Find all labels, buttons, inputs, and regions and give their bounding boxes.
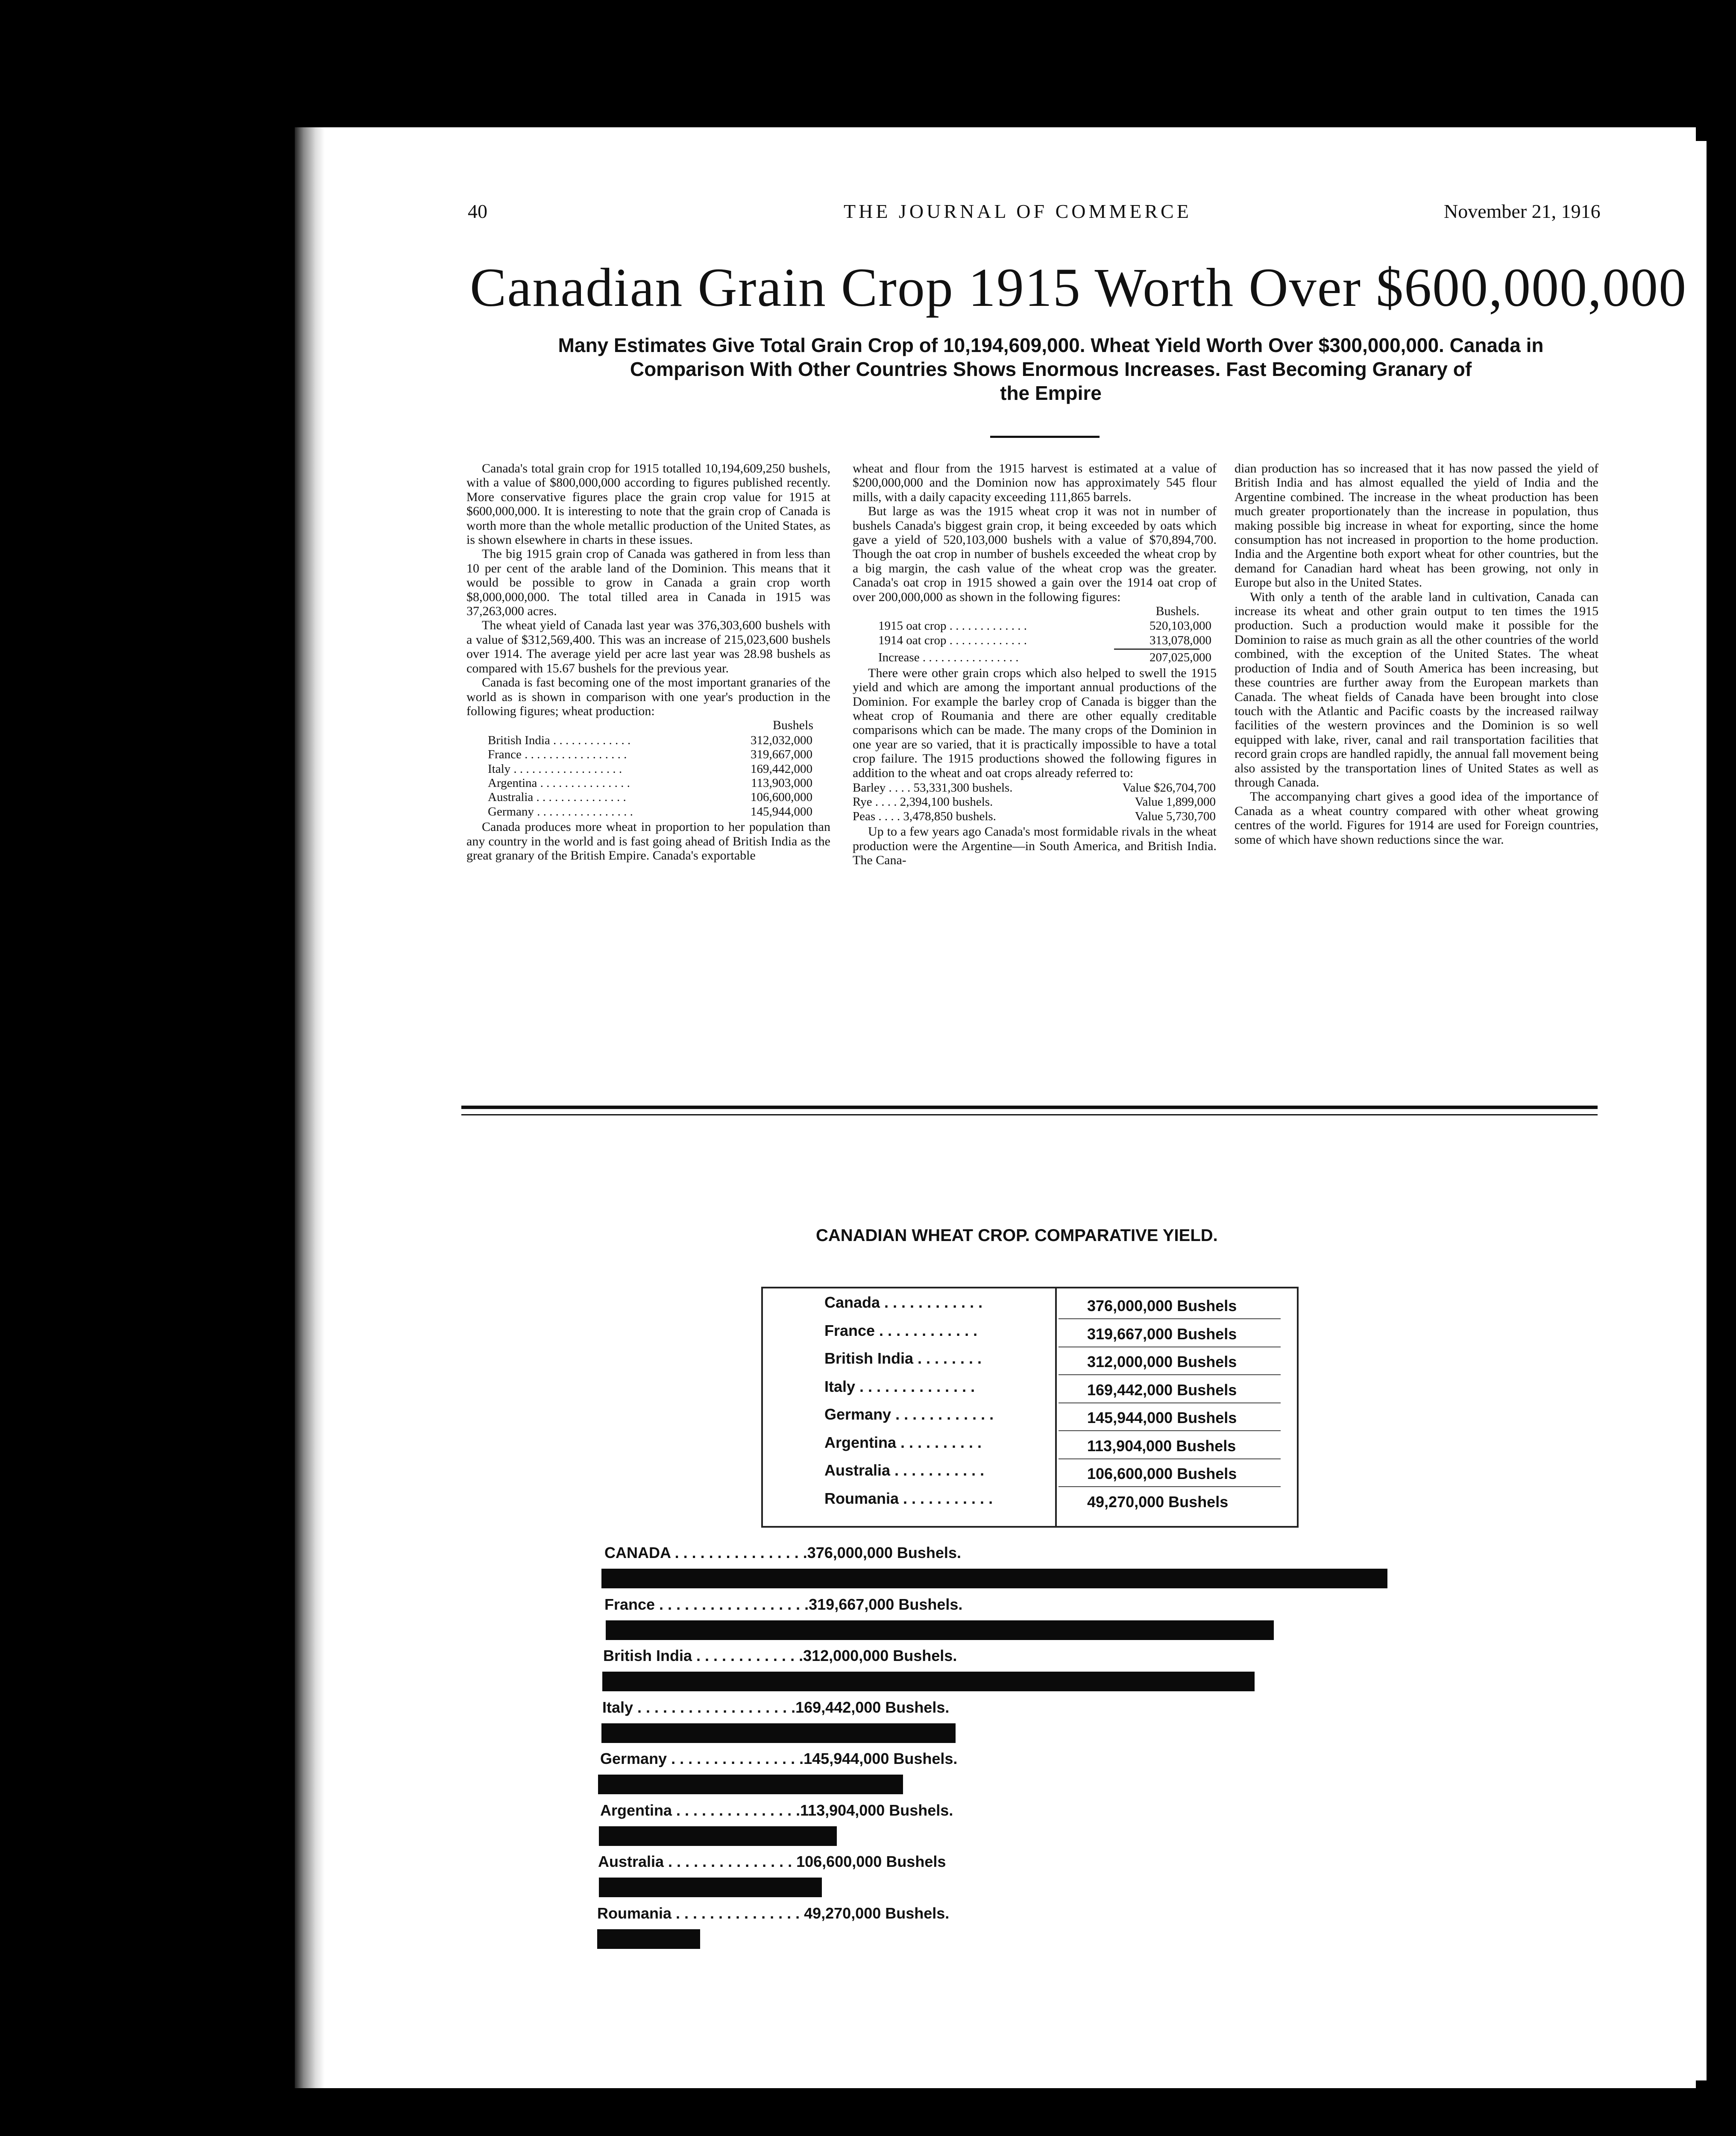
yield-table-value: 319,667,000 Bushels — [1087, 1325, 1237, 1343]
bar-label-british-india: British India . . . . . . . . . . . . .312,000,000 Bushels. — [603, 1647, 957, 1664]
paragraph: wheat and flour from the 1915 harvest is estimated at a value of $200,000,000 and the Dominion now has approximately 545 flour mills, with a daily capacity exceeding 111,865 barrels. — [853, 461, 1217, 504]
table-row: 1914 oat crop . . . . . . . . . . . . . 313,078,000 — [878, 633, 1211, 647]
yield-table-value: 376,000,000 Bushels — [1087, 1297, 1237, 1314]
bar-germany — [598, 1775, 903, 1794]
yield-table-value: 106,600,000 Bushels — [1087, 1465, 1237, 1482]
table-row: Barley . . . . 53,331,300 bushels. Value $26,704,700 — [853, 780, 1216, 795]
paragraph: There were other grain crops which also helped to swell the 1915 yield and which are among the important annual productions of the Dominion. For example the barley crop of Canada is bigger than the wheat crop of Roumania and there are other equally creditable comparisons which can be made. The many crops of the Dominion in one year are so varied, that it is practically impossible to have a total crop failure. The 1915 productions showed the following figures in addition to the wheat and oat crops already referred to: — [853, 666, 1217, 780]
yield-table-rule — [1059, 1430, 1281, 1431]
bar-label-roumania: Roumania . . . . . . . . . . . . . . . 49,270,000 Bushels. — [597, 1904, 950, 1922]
table-row: Germany . . . . . . . . . . . . . . . . 145,944,000 — [488, 804, 812, 819]
section-divider — [461, 1106, 1598, 1115]
table-row: 1915 oat crop . . . . . . . . . . . . . 520,103,000 — [878, 619, 1211, 633]
yield-table-country: Argentina . . . . . . . . . . — [824, 1433, 982, 1451]
issue-date: November 21, 1916 — [1444, 200, 1601, 222]
subtitle-line-2: Comparison With Other Countries Shows Enormous Increases. Fast Becoming Granary of — [630, 358, 1472, 380]
yield-table-country: Canada . . . . . . . . . . . . — [824, 1294, 983, 1311]
journal-name: THE JOURNAL OF COMMERCE — [844, 200, 1192, 222]
subtitle-line-3: the Empire — [1000, 382, 1102, 404]
yield-table-country: Australia . . . . . . . . . . . — [824, 1461, 985, 1479]
yield-table-rule — [1059, 1458, 1281, 1459]
yield-table-rule — [1059, 1318, 1281, 1319]
paragraph: With only a tenth of the arable land in cultivation, Canada can increase its wheat and other grain output to ten times the 1915 production. Such a production would make it possible for the Dominion to raise as much grain as all the other countries of the world combined, with the exception of the United States. The wheat production of India and of South America has been increasing, but these countries are further away from the European markets than Canada. The wheat fields of Canada have been brought into close touch with the Atlantic and Pacific coasts by the increased railway facilities of the western provinces and the Dominion is so well equipped with lake, river, canal and rail transportation facilities that record grain crops are handled rapidly, the annual fall movement being also assisted by the transportation lines of United States as well as through Canada. — [1235, 590, 1598, 789]
bar-label-france: France . . . . . . . . . . . . . . . . . .319,667,000 Bushels. — [604, 1595, 963, 1613]
paragraph: The big 1915 grain crop of Canada was gathered in from less than 10 per cent of the arable land of the Dominion. This means that it would be possible to grow in Canada a grain crop worth $8,000,000,000. The total tilled area in Canada in 1915 was 37,263,000 acres. — [466, 547, 830, 619]
paragraph: Canada produces more wheat in proportion to her population than any country in the world and is fast going ahead of British India as the great granary of the British Empire. Canada's exportable — [466, 820, 830, 863]
bar-italy — [601, 1723, 956, 1743]
bar-roumania — [597, 1929, 700, 1949]
table-row: France . . . . . . . . . . . . . . . . . 319,667,000 — [488, 748, 812, 762]
bar-label-canada: CANADA . . . . . . . . . . . . . . . .376,000,000 Bushels. — [604, 1544, 961, 1561]
bar-british-india — [602, 1672, 1255, 1691]
yield-table-country: France . . . . . . . . . . . . — [824, 1321, 978, 1339]
paragraph: The accompanying chart gives a good idea of the importance of Canada as a wheat country compared with other wheat growing centres of the world. Figures for 1914 are used for Foreign countries, some of which have shown reductions since the war. — [1235, 789, 1598, 847]
bar-france — [606, 1620, 1274, 1640]
article-column-1 — [466, 461, 830, 863]
yield-table-divider — [1055, 1287, 1057, 1526]
subtitle-line-1: Many Estimates Give Total Grain Crop of 10,194,609,000. Wheat Yield Worth Over $300,000,000. Canada in — [558, 334, 1544, 356]
yield-table-rule — [1059, 1486, 1281, 1487]
yield-table-value: 169,442,000 Bushels — [1087, 1381, 1237, 1399]
table-unit: Bushels — [772, 718, 813, 733]
article-title: Canadian Grain Crop 1915 Worth Over $600,000,000 — [470, 257, 1687, 318]
sum-rule — [1114, 648, 1199, 650]
table-row: Rye . . . . 2,394,100 bushels. Value 1,899,000 — [853, 795, 1216, 809]
bar-label-germany: Germany . . . . . . . . . . . . . . . .145,944,000 Bushels. — [600, 1750, 958, 1767]
title-divider — [990, 436, 1100, 438]
yield-table-rule — [1059, 1374, 1281, 1375]
paragraph: dian production has so increased that it has now passed the yield of British India and has almost equalled the yield of India and the Argentine combined. The increase in the wheat production has been much greater proportionately than the increase in population, thus making possible big increase in wheat for exporting, since the home consumption has not increased in proportion to the home production. India and the Argentine both export wheat for other countries, but the demand for Canadian hard wheat has been growing, not only in Europe but also in the United States. — [1235, 461, 1598, 590]
article-column-3 — [1235, 461, 1598, 847]
yield-table-value: 312,000,000 Bushels — [1087, 1353, 1237, 1370]
oat-increase-row — [878, 651, 1211, 665]
yield-table-value: 113,904,000 Bushels — [1087, 1437, 1236, 1455]
table-row: Argentina . . . . . . . . . . . . . . . 113,903,000 — [488, 776, 812, 790]
yield-table-value: 49,270,000 Bushels — [1087, 1493, 1229, 1511]
page-binding-shadow — [295, 127, 325, 2088]
yield-table-country: Germany . . . . . . . . . . . . — [824, 1405, 994, 1423]
yield-table-country: Italy . . . . . . . . . . . . . . — [824, 1377, 975, 1395]
yield-table-value: 145,944,000 Bushels — [1087, 1409, 1237, 1426]
other-crops-table — [853, 781, 1216, 824]
wheat-production-table — [488, 734, 812, 819]
paragraph: Up to a few years ago Canada's most formidable rivals in the wheat production were the Argentine—in South America, and British India. The Cana- — [853, 824, 1217, 867]
yield-table-country: British India . . . . . . . . — [824, 1350, 982, 1367]
table-row: Italy . . . . . . . . . . . . . . . . . . 169,442,000 — [488, 762, 812, 776]
paragraph: The wheat yield of Canada last year was 376,303,600 bushels with a value of $312,569,400. This was an increase of 215,023,600 bushels over 1914. The average yield per acre last year was 28.98 bushels as compared with 15.67 bushels for the previous year. — [466, 618, 830, 675]
page-number: 40 — [468, 200, 487, 222]
bar-label-argentina: Argentina . . . . . . . . . . . . . . .113,904,000 Bushels. — [600, 1801, 953, 1819]
paragraph: Canada is fast becoming one of the most important granaries of the world as is shown in comparison with one year's production in the following figures; wheat production: — [466, 675, 830, 718]
table-row: British India . . . . . . . . . . . . . 312,032,000 — [488, 733, 812, 747]
oat-table-unit: Bushels. — [1155, 604, 1199, 619]
paragraph: Canada's total grain crop for 1915 totalled 10,194,609,250 bushels, with a value of $800,000,000 according to figures published recently. More conservative figures place the grain crop value for 1915 at $600,000,000. It is interesting to note that the grain crop of Canada is worth more than the whole metallic production of the United States, as is shown elsewhere in charts in these issues. — [466, 461, 830, 547]
table-row: Australia . . . . . . . . . . . . . . . 106,600,000 — [488, 790, 812, 804]
table-row: Increase . . . . . . . . . . . . . . . . 207,025,000 — [878, 651, 1211, 665]
table-row: Peas . . . . 3,478,850 bushels. Value 5,730,700 — [853, 809, 1216, 823]
yield-table-rule — [1059, 1402, 1281, 1403]
bar-australia — [599, 1878, 822, 1897]
paragraph: But large as was the 1915 wheat crop it was not in number of bushels Canada's biggest grain crop, it being exceeded by oats which gave a yield of 520,103,000 bushels with a value of $70,894,700. Though the oat crop in number of bushels exceeded the wheat crop by a big margin, the cash value of the wheat crop was the greater. Canada's oat crop in 1915 showed a gain over the 1914 oat crop of over 200,000,000 as shown in the following figures: — [853, 504, 1217, 604]
bar-label-italy: Italy . . . . . . . . . . . . . . . . . . .169,442,000 Bushels. — [602, 1698, 950, 1716]
article-column-2 — [853, 461, 1217, 867]
bar-label-australia: Australia . . . . . . . . . . . . . . . 106,600,000 Bushels — [598, 1853, 946, 1870]
bar-argentina — [599, 1826, 837, 1846]
yield-table-country: Roumania . . . . . . . . . . . — [824, 1489, 993, 1507]
facing-page-edge — [1694, 141, 1707, 2080]
oat-crop-table — [878, 619, 1211, 648]
bar-canada — [601, 1569, 1387, 1588]
chart-title: CANADIAN WHEAT CROP. COMPARATIVE YIELD. — [816, 1226, 1218, 1245]
